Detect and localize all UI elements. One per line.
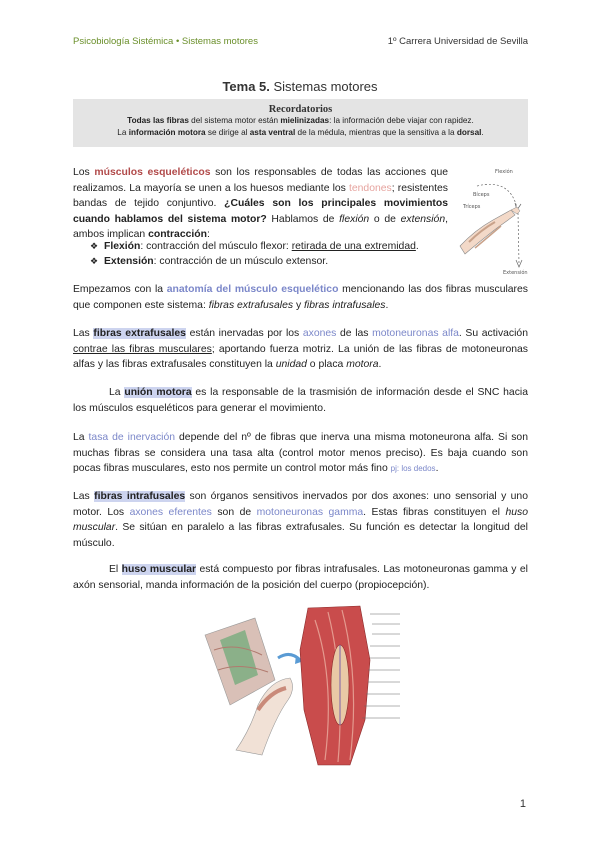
- page-number: 1: [519, 798, 526, 810]
- reminders-box: [73, 99, 528, 147]
- bullet-extension: ❖ Extensión: contracción de un músculo extensor.: [90, 256, 329, 267]
- paragraph-anatomy: Empezamos con la anatomía del músculo esquelético mencionando las dos fibras musculares que componen este sistema: fibras extrafusales y fibras intrafusales.: [73, 284, 528, 311]
- header-left: Psicobiología Sistémica • Sistemas motores: [73, 36, 258, 47]
- arm-label-biceps: Bíceps: [473, 192, 490, 198]
- arm-label-triceps: Tríceps: [463, 204, 481, 210]
- paragraph-extrafusal: Las fibras extrafusales están inervadas por los axones de las motoneuronas alfa. Su activación contrae las fibras musculares; aportando fuerza motriz. La unión de las fibras de motoneuronas alfas y las fibras extrafusales constituyen la unidad o placa motora.: [73, 328, 528, 371]
- header-right: 1º Carrera Universidad de Sevilla: [387, 36, 528, 47]
- arm-label-extension: Extensión: [503, 270, 528, 276]
- reminder-line-2: La información motora se dirige al asta ventral de la médula, mientras que la sensitiva a la dorsal.: [117, 128, 484, 137]
- paragraph-innervation-rate: La tasa de inervación depende del nº de fibras que inerva una misma motoneurona alfa. Si son muchas fibras se considera una tasa alta (control motor menos preciso). Es baja cuando son pocas fibras musculares, esto nos permite un control motor más fino pj: los dedos.: [73, 432, 528, 475]
- paragraph-motor-union: La unión motora es la responsable de la trasmisión de información desde el SNC hacia los músculos esqueléticos para generar el movimiento.: [73, 387, 528, 414]
- paragraph-intrafusal: Las fibras intrafusales son órganos sensitivos inervados por dos axones: uno sensorial y uno motor. Los axones eferentes son de motoneuronas gamma. Estas fibras constituyen el huso muscular. Se sitúan en paralelo a las fibras extrafusales. Su función es detectar la longitud del músculo.: [73, 491, 529, 549]
- reminder-line-1: Todas las fibras del sistema motor están mielinizadas: la información debe viajar con rapidez.: [127, 116, 474, 125]
- muscle-spindle-figure: [200, 600, 410, 770]
- paragraph-spindle: El huso muscular está compuesto por fibras intrafusales. Las motoneuronas gamma y el axón sensorial, manda información de la posición del cuerpo (propiocepción).: [73, 564, 528, 591]
- bullet-flexion: ❖ Flexión: contracción del músculo flexor: retirada de una extremidad.: [90, 241, 419, 252]
- paragraph-muscles: Los músculos esqueléticos son los responsables de todas las acciones que realizamos. La mayoría se unen a los huesos mediante los tendones; resistentes bandas de tejido conjuntivo. ¿Cuáles son los principales movimientos cuando hablamos del sistema motor? Hablamos de flexión o de extensión, ambos implican contracción:: [73, 167, 449, 241]
- arm-label-flexion: Flexión: [495, 169, 513, 175]
- arm-flexion-figure: [455, 168, 530, 276]
- page-title: Tema 5. Sistemas motores: [222, 79, 378, 94]
- reminders-heading: Recordatorios: [268, 104, 333, 115]
